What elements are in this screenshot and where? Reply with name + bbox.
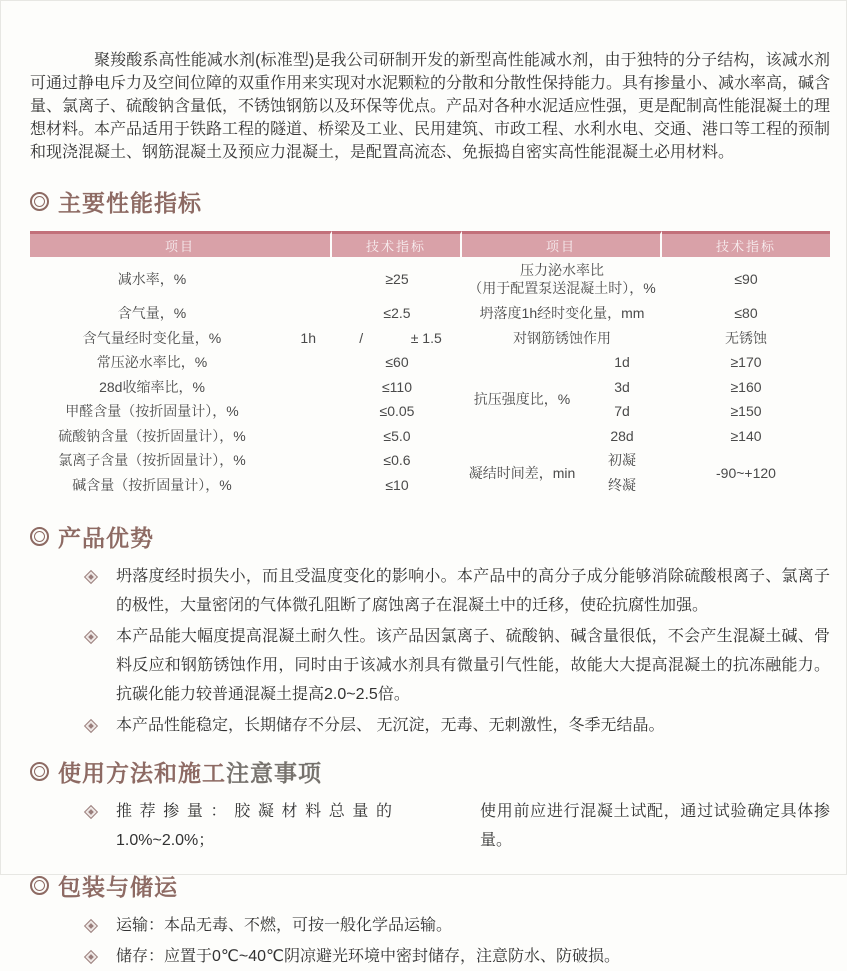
- list-item-text: 本产品性能稳定，长期储存不分层、 无沉淀，无毒、无刺激性，冬季无结晶。: [116, 717, 665, 734]
- bullseye-icon: [30, 876, 49, 895]
- setting-initial: 初凝: [608, 452, 636, 469]
- row-value: ≤60: [385, 354, 409, 371]
- age-label: 7d: [614, 403, 630, 420]
- row-value: -90~+120: [716, 464, 776, 481]
- diamond-bullet-icon: [84, 919, 98, 933]
- row-label: [462, 257, 662, 301]
- diamond-bullet-icon: [84, 950, 98, 964]
- row-value: ≥160: [730, 378, 762, 395]
- section-heading-performance: [30, 185, 830, 218]
- table-header-item-left: 项目: [30, 231, 332, 257]
- row-label: 含气量，%: [117, 305, 187, 322]
- row-value: ≤10: [385, 476, 409, 493]
- section-title-tail: 注意事项: [226, 760, 322, 786]
- list-item: [86, 562, 830, 620]
- row-label: 硫酸钠含量（按折固量计），%: [58, 427, 246, 444]
- row-label: 氯离子含量（按折固量计），%: [58, 452, 246, 469]
- bullseye-icon: [30, 762, 49, 781]
- row-value: ≤5.0: [383, 427, 411, 444]
- age-label: 1d: [614, 354, 630, 371]
- section-title: 包装与储运: [58, 874, 178, 900]
- row-label: 减水率，%: [117, 271, 187, 287]
- list-item: [86, 911, 830, 940]
- usage-dosage: 推荐掺量：胶凝材料总量的1.0%~2.0%；: [116, 803, 393, 849]
- list-item-text: 运输：本品无毒、不燃，可按一般化学品运输。: [116, 917, 453, 934]
- row-value: ≥25: [385, 271, 409, 287]
- bullseye-icon: [30, 527, 49, 546]
- row-label-line1: 压力泌水率比: [520, 262, 604, 278]
- list-item-text: [116, 797, 830, 855]
- row-label: [30, 326, 332, 351]
- row-label-text: 含气量经时变化量，%: [82, 329, 222, 346]
- row-value: ≥150: [730, 403, 762, 420]
- row-value: 无锈蚀: [725, 329, 767, 346]
- row-label-line2: （用于配置泵送混凝土时），%: [468, 280, 656, 296]
- diamond-bullet-icon: [84, 719, 98, 733]
- row-value: ≤0.05: [379, 403, 415, 420]
- section-title: 产品优势: [58, 525, 154, 551]
- group-label-strength: 抗压强度比，%: [473, 391, 571, 407]
- table-header-spec-right: 技术指标: [662, 231, 830, 257]
- row-value: ≤90: [734, 271, 758, 287]
- row-label: 坍落度1h经时变化量，mm: [479, 305, 645, 322]
- list-item: [86, 622, 830, 709]
- row-time-tag: 1h: [300, 329, 316, 346]
- advantages-list: [30, 562, 830, 740]
- table-header-item-right: 项目: [462, 231, 662, 257]
- setting-final: 终凝: [608, 476, 636, 493]
- diamond-bullet-icon: [84, 805, 98, 819]
- row-slash: /: [359, 329, 364, 346]
- list-item: [86, 797, 830, 855]
- diamond-bullet-icon: [84, 630, 98, 644]
- row-value: ≤2.5: [383, 305, 411, 322]
- list-item-text: 坍落度经时损失小，而且受温度变化的影响小。本产品中的高分子成分能够消除硫酸根离子、氯离子的极性，大量密闭的气体微孔阻断了腐蚀离子在混凝土中的迁移，使砼抗腐性加强。: [116, 568, 830, 614]
- section-title: 主要性能指标: [58, 190, 202, 216]
- age-label: 28d: [610, 427, 634, 444]
- list-item-text: 本产品能大幅度提高混凝土耐久性。该产品因氯离子、硫酸钠、碱含量很低，不会产生混凝土碱、骨料反应和钢筋锈蚀作用，同时由于该减水剂具有微量引气性能，故能大大提高混凝土的抗冻融能力。抗碳化能力较普通混凝土提高2.0~2.5倍。: [116, 628, 830, 703]
- row-value: ≥140: [730, 427, 762, 444]
- packaging-list: [30, 911, 830, 971]
- group-label-setting-time: 凝结时间差，min: [468, 464, 576, 481]
- section-heading-packaging: [30, 869, 830, 902]
- performance-table: [30, 231, 830, 497]
- usage-trial-note: 使用前应进行混凝土试配，通过试验确定具体掺量。: [480, 803, 830, 849]
- age-label: 3d: [614, 378, 630, 395]
- row-value: ≤110: [381, 378, 412, 395]
- usage-list: [30, 797, 830, 855]
- intro-paragraph: 聚羧酸系高性能减水剂(标准型)是我公司研制开发的新型高性能减水剂，由于独特的分子结构，该减水剂可通过静电斥力及空间位障的双重作用来实现对水泥颗粒的分散和分散性保持能力。具有掺量小、减水率高，碱含量、氯离子、硫酸钠含量低，不锈蚀钢筋以及环保等优点。产品对各种水泥适应性强，更是配制高性能混凝土的理想材料。本产品适用于铁路工程的隧道、桥梁及工业、民用建筑、市政工程、水利水电、交通、港口等工程的预制和现浇混凝土、钢筋混凝土及预应力混凝土，是配置高流态、免振捣自密实高性能混凝土必用材料。: [30, 52, 831, 161]
- section-title-main: 使用方法和施工: [58, 760, 226, 786]
- row-value: ≤80: [734, 305, 758, 322]
- row-label: 对钢筋锈蚀作用: [513, 329, 611, 346]
- list-item-text: 储存：应置于0℃~40℃阴凉避光环境中密封储存，注意防水、防破损。: [116, 948, 620, 965]
- row-value: ≥170: [730, 354, 762, 371]
- list-item: [86, 711, 830, 740]
- row-label: 28d收缩率比，%: [99, 378, 205, 395]
- row-value-text: ± 1.5: [410, 329, 442, 346]
- diamond-bullet-icon: [84, 570, 98, 584]
- row-value: ≤0.6: [383, 452, 411, 469]
- row-label: 常压泌水率比，%: [96, 354, 208, 371]
- section-heading-usage: [30, 755, 830, 788]
- table-header-spec-left: 技术指标: [332, 231, 462, 257]
- row-label: 甲醛含量（按折固量计），%: [65, 403, 239, 420]
- section-heading-advantages: [30, 520, 830, 553]
- bullseye-icon: [30, 192, 49, 211]
- list-item: [86, 942, 830, 971]
- row-label: 碱含量（按折固量计），%: [72, 476, 232, 493]
- row-value: [332, 326, 462, 351]
